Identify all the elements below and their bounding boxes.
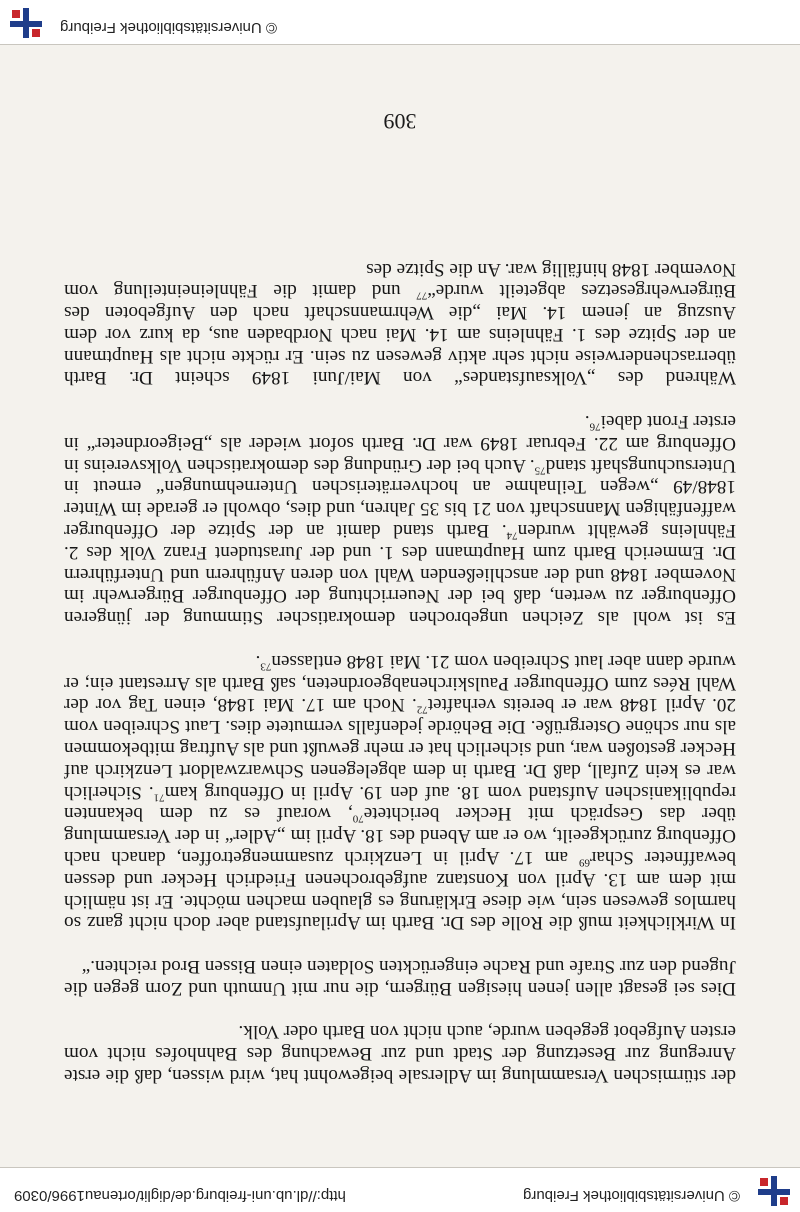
- library-copyright: © Universitätsbibliothek Freiburg: [60, 19, 277, 36]
- source-url-link[interactable]: http://dl.ub.uni-freiburg.de/diglit/ortenau1996/0309: [14, 1187, 346, 1204]
- paragraph: der stürmischen Versammlung im Adlersale beigewohnt hat, wird wissen, daß die erste Anregung zur Besetzung der Stadt und zur Bewachung des Bahnhofes nicht vom ersten Aufgebot gegeben wurde, auch nicht von Barth oder Volk.: [64, 1021, 736, 1086]
- page-number: 309: [383, 109, 417, 134]
- paragraph: Dies sei gesagt allen jenen hiesigen Bürgern, die nur mit Unmuth und Zorn gegen die Jugend den zur Strafe und Rache eingerückten Soldaten einen Bissen Brod reichten.“: [64, 956, 736, 999]
- library-header-strip: [0, 1167, 800, 1212]
- library-footer-strip: [0, 0, 800, 45]
- library-copyright: © Universitätsbibliothek Freiburg: [523, 1187, 740, 1204]
- paragraph: Es ist wohl als Zeichen ungebrochen demokratischer Stimmung der jüngeren Offenburger zu werten, daß bei der Neuerrichtung der Offenburger Bürgerwehr im November 1848 und der anschließenden Wahl von deren Anführern und Unterführern Dr. Emmerich Barth zum Hauptmann des 1. und der Jurastudent Franz Volk des 2. Fähnleins gewählt wurden$^{74}$. Barth stand damit an der Spitze der Offenburger waffenfähigen Mannschaft von 21 bis 35 Jahren, und dies, obwohl er gerade im Winter 1848/49 „wegen Teilnahme an hochverräterischen Unternehmungen“ erneut in Untersuchungshaft stand$^{75}$. Auch bei der Gründung des demokratischen Volksvereins in Offenburg am 22. Februar 1849 war Dr. Barth sofort wieder als „Beigeordneter“ in erster Front dabei$^{76}$.: [64, 411, 736, 629]
- library-logo-icon: [8, 6, 44, 40]
- paragraph: Während des „Volksaufstandes“ von Mai/Juni 1849 scheint Dr. Barth überraschenderweise nicht sehr aktiv gewesen zu sein. Er rückte nicht als Hauptmann an der Spitze des 1. Fähnleins am 14. Mai nach Nordbaden aus, da kurz vor dem Auszug an jenem 14. Mai „die Wehrmannschaft nach den Aufgeboten des Bürgerwehrgesetzes abgeteilt wurde“$^{77}$ und damit die Fähnleineinteilung vom November 1848 hinfällig war. An die Spitze des: [64, 258, 736, 389]
- document-body: [64, 258, 736, 1086]
- paragraph: In Wirklichkeit muß die Rolle des Dr. Barth im Aprilaufstand aber doch nicht ganz so harmlos gewesen sein, wie diese Erklärung es glauben machen möchte. Er ist nämlich mit dem am 13. April von Konstanz aufgebrochenen Friedrich Hecker und dessen bewaffneter Schar$^{69}$ am 17. April in Lenzkirch zusammengetroffen, danach nach Offenburg zurückgeeilt, wo er am Abend des 18. April im „Adler“ in der Versammlung über das Gespräch mit Hecker berichtete$^{70}$, worauf es zu dem bekannten republikanischen Aufstand vom 18. auf den 19. April in Offenburg kam$^{71}$. Sicherlich war es kein Zufall, daß Dr. Barth in dem abgelegenen Schwarzwaldort Lenzkirch auf Hecker gestoßen war, und sicherlich hat er mehr gewußt und als Auftrag mitbekommen als nur schöne Ostergrüße. Die Behörde jedenfalls vermutete dies. Laut Schreiben vom 20. April 1848 war er bereits verhaftet$^{72}$. Noch am 17. Mai 1848, einen Tag vor der Wahl Rées zum Offenburger Paulskirchenabgeordneten, saß Barth als Arrestant ein; er wurde dann aber laut Schreiben vom 21. Mai 1848 entlassen$^{73}$.: [64, 650, 736, 934]
- library-logo-icon: [756, 1174, 792, 1208]
